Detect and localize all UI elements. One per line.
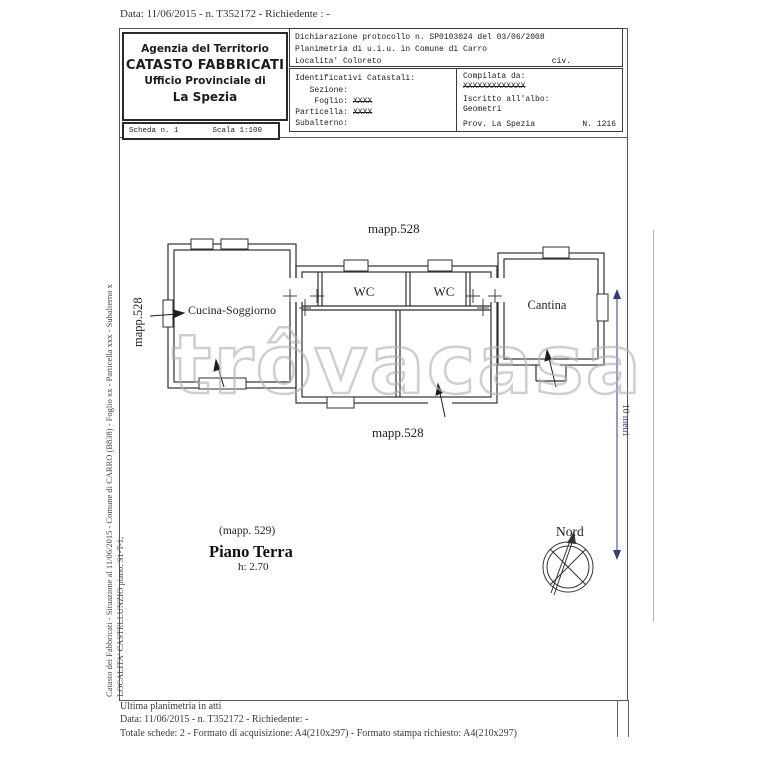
mapp-528-top-label: mapp.528 xyxy=(368,221,420,236)
scale-label: Scala 1:100 xyxy=(212,127,263,135)
bottom-meta-line-1: Ultima planimetria in atti xyxy=(120,701,222,712)
mapp-528-left-label: mapp.528 xyxy=(131,297,145,347)
left-margin-text-1: Catasto dei Fabbricati - Situazione al 11/06/2015 - Comune di CARRO (B838) - Foglio xx - Particella xxx - Subalterno x xyxy=(104,284,114,697)
floor-name-label: Piano Terra xyxy=(209,542,293,561)
albo-number: N. 1216 xyxy=(582,120,616,129)
office-line: Ufficio Provinciale di xyxy=(144,75,266,87)
frame-extension-lines xyxy=(618,700,629,737)
scheda-number: Scheda n. 1 xyxy=(129,127,179,135)
particella-label: Particella: xyxy=(295,108,348,117)
declaration-localita: Localita' Coloreto xyxy=(295,57,382,66)
civ-label: civ. xyxy=(551,57,571,66)
compilata-label: Compilata da: xyxy=(463,72,526,81)
catasto-title: CATASTO FABBRICATI xyxy=(125,58,285,73)
room-label-wc-1: WC xyxy=(353,284,375,299)
identifiers-title: Identificativi Catastali: xyxy=(295,74,416,83)
foglio-value: XXXX xyxy=(353,97,373,106)
room-label-cucina: Cucina-Soggiorno xyxy=(188,303,276,317)
windows xyxy=(163,239,608,408)
opening-tick-marks xyxy=(283,289,502,316)
top-meta-line: Data: 11/06/2015 - n. T352172 - Richiedente : - xyxy=(120,8,330,20)
trovacasa-watermark: trôvacasa xyxy=(172,318,643,413)
sezione-label: Sezione: xyxy=(309,86,348,95)
declaration-protocol: Dichiarazione protocollo n. SP0103024 del 03/06/2008 xyxy=(295,33,545,42)
door-openings xyxy=(287,278,560,407)
bottom-meta-line-3: Totale schede: 2 - Formato di acquisizione: A4(210x297) - Formato stampa richiesto: A4(210x297) xyxy=(120,728,517,739)
prov-label: Prov. La Spezia xyxy=(463,120,536,129)
bottom-meta-line-2: Data: 11/06/2015 - n. T352172 - Richiedente: - xyxy=(120,714,309,725)
office-city: La Spezia xyxy=(172,90,238,104)
left-margin-text-2: LOCALITA' CASTELLUNZIO piano: S1-T-1, xyxy=(115,536,125,697)
compiler-name: XXXXXXXXXXXXX xyxy=(463,81,526,91)
floor-height-label: h: 2.70 xyxy=(238,561,269,573)
room-label-cantina: Cantina xyxy=(527,298,567,312)
declaration-planimetria: Planimetria di u.i.u. in Comune di Carro xyxy=(295,45,488,54)
scale-bar-label: 10 metri xyxy=(620,404,630,436)
foglio-label: Foglio: xyxy=(314,97,348,106)
room-label-wc-2: WC xyxy=(433,284,455,299)
scale-bar xyxy=(613,289,630,560)
albo-value: Geometri xyxy=(463,104,502,114)
particella-value: XXXX xyxy=(353,108,373,117)
mapp-528-bottom-label: mapp.528 xyxy=(372,425,424,440)
subalterno-label: Subalterno: xyxy=(295,119,348,128)
albo-label: Iscritto all'albo: xyxy=(463,95,550,104)
agency-name: Agenzia del Territorio xyxy=(141,43,269,55)
mapp-529-label: (mapp. 529) xyxy=(219,525,276,537)
compass-rose xyxy=(543,531,593,595)
compass-north-label: Nord xyxy=(556,524,584,539)
